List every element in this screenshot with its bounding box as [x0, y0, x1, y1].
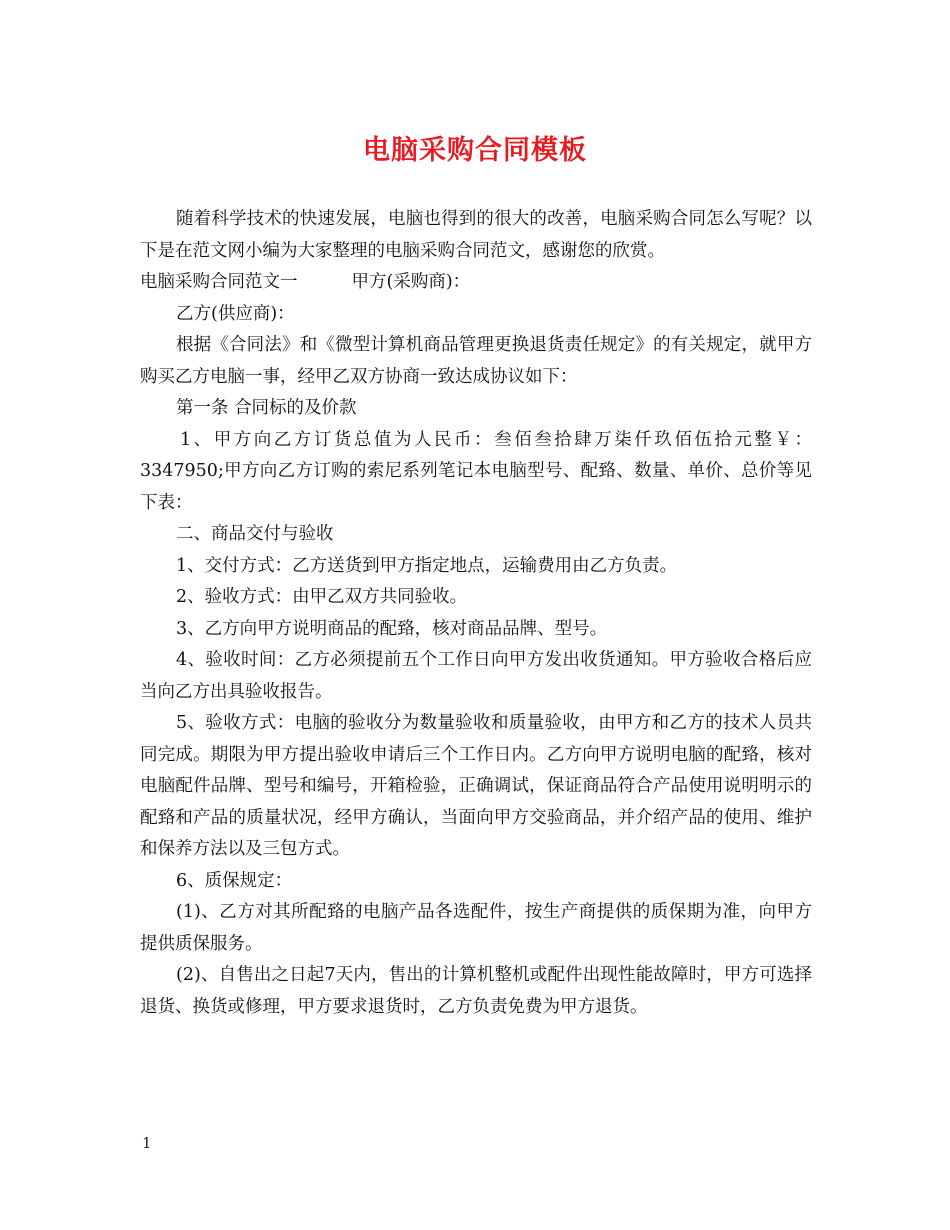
clause-2-3: 3、乙方向甲方说明商品的配臵，核对商品品牌、型号。	[176, 618, 608, 639]
party-b-label: 乙方(供应商)：	[176, 303, 295, 324]
intro-paragraph: 随着科学技术的快速发展，电脑也得到的很大的改善，电脑采购合同怎么写呢？以下是在范文网小编为大家整理的电脑采购合同范文，感谢您的欣赏。	[140, 209, 812, 261]
article-2-heading: 二、商品交付与验收	[176, 524, 334, 544]
clause-2-6-2: (2)、自售出之日起7天内，售出的计算机整机或配件出现性能故障时，甲方可选择退货、换货或修理，甲方要求退货时，乙方负责免费为甲方退货。	[140, 965, 812, 1017]
page-number: 1	[142, 1134, 152, 1152]
clause-2-4: 4、验收时间：乙方必须提前五个工作日向甲方发出收货通知。甲方验收合格后应当向乙方出具验收报告。	[140, 650, 812, 702]
clause-2-2: 2、验收方式：由甲乙双方共同验收。	[176, 587, 468, 607]
article-1-heading: 第一条 合同标的及价款	[176, 398, 357, 418]
clause-2-6: 6、质保规定：	[176, 870, 293, 891]
basis-paragraph: 根据《合同法》和《微型计算机商品管理更换退货责任规定》的有关规定，就甲方购买乙方电脑一事，经甲乙双方协商一致达成协议如下：	[140, 335, 812, 387]
clause-2-5: 5、验收方式：电脑的验收分为数量验收和质量验收，由甲方和乙方的技术人员共同完成。期限为甲方提出验收申请后三个工作日内。乙方向甲方说明电脑的配臵，核对电脑配件品牌、型号和编号，开箱检验，正确调试，保证商品符合产品使用说明明示的配臵和产品的质量状况，经甲方确认，当面向甲方交验商品，并介绍产品的使用、维护和保养方法以及三包方式。	[140, 713, 812, 859]
clause-2-1: 1、交付方式：乙方送货到甲方指定地点，运输费用由乙方负责。	[176, 555, 678, 576]
clause-1: 1、甲方向乙方订货总值为人民币：叁佰叁拾肆万柒仟玖佰伍拾元整￥：3347950;甲方向乙方订购的索尼系列笔记本电脑型号、配臵、数量、单价、总价等见下表：	[140, 429, 812, 513]
clause-2-6-1: (1)、乙方对其所配臵的电脑产品各选配件，按生产商提供的质保期为准，向甲方提供质保服务。	[140, 902, 812, 954]
document-body	[140, 204, 812, 1023]
document-title: 电脑采购合同模板	[363, 135, 587, 166]
sample-heading-line	[140, 267, 812, 299]
sample-heading: 电脑采购合同范文一	[140, 272, 298, 292]
party-a-label: 甲方(采购商)：	[351, 272, 471, 292]
